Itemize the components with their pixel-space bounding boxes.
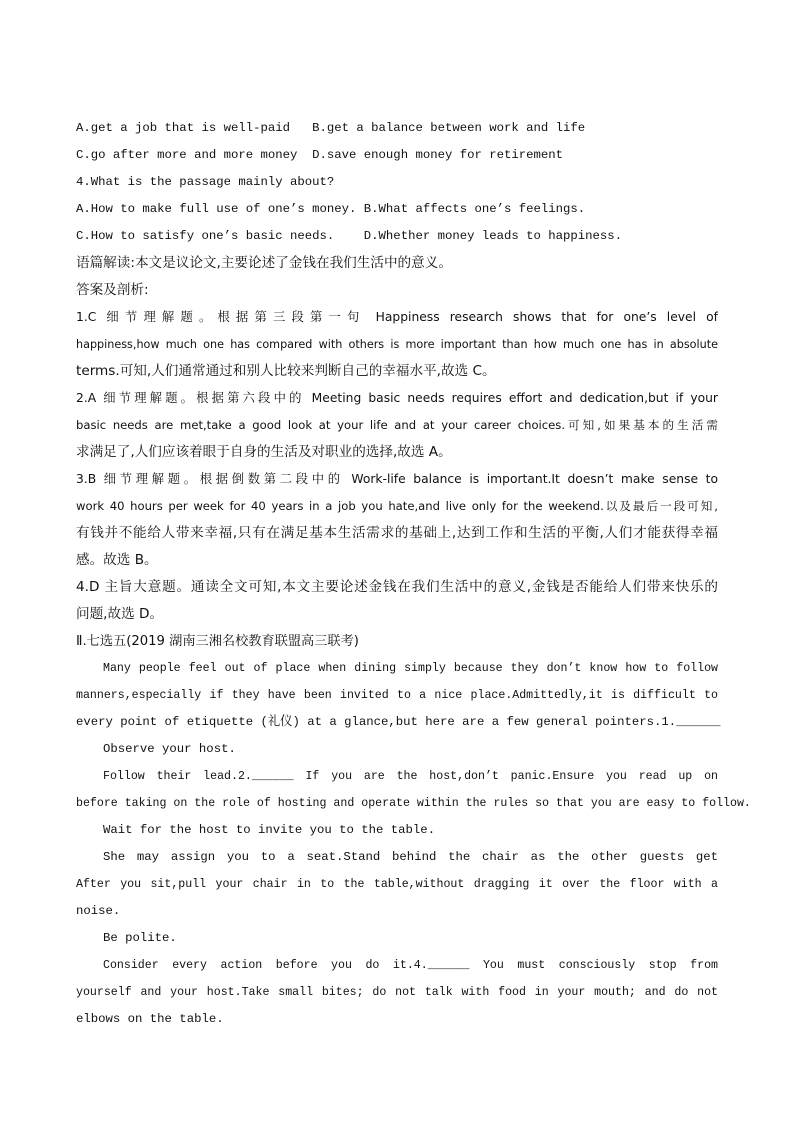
page-content — [76, 115, 751, 1033]
section-title: Ⅱ.七选五(2019 湖南三湘名校教育联盟高三联考) — [76, 634, 359, 649]
question4-options-line1: A.How to make full use of one’s money. B.What affects one’s feelings. — [76, 202, 586, 216]
answer1-line2: happiness,how much one has compared with others is more important than how much one has in absolute — [76, 338, 718, 351]
answer1-line3: terms.可知,人们通常通过和别人比较来判断自己的幸福水平,故选 C。 — [76, 363, 496, 379]
answer2-line1: 2.A 细节理解题。根据第六段中的 Meeting basic needs requires effort and dedication,but if your — [76, 391, 718, 405]
answers-heading: 答案及剖析: — [76, 282, 149, 298]
answer3-line4: 感。故选 B。 — [76, 552, 158, 568]
question4-stem: 4.What is the passage mainly about? — [76, 175, 335, 189]
passage-heading-observe: Observe your host. — [103, 742, 236, 756]
passage-heading-wait: Wait for the host to invite you to the table. — [103, 823, 436, 837]
passage-p3-line2: After you sit,pull your chair in to the table,without dragging it over the floor with a — [76, 878, 718, 891]
passage-p4-line2: yourself and your host.Take small bites; do not talk with food in your mouth; and do not — [76, 986, 718, 999]
answer1-line1: 1.C 细节理解题。根据第三段第一句 Happiness research shows that for one’s level of — [76, 310, 718, 324]
answer4-line2: 问题,故选 D。 — [76, 606, 164, 622]
answer3-line3: 有钱并不能给人带来幸福,只有在满足基本生活需求的基础上,达到工作和生活的平衡,人们才能获得幸福 — [76, 525, 718, 541]
question3-options-line1: A.get a job that is well-paid B.get a balance between work and life — [76, 121, 586, 135]
passage-p1-line1: Many people feel out of place when dining simply because they don’t know how to follow — [103, 662, 718, 675]
answer3-line2: work 40 hours per week for 40 years in a job you hate,and live only for the weekend.以及最后一段可知, — [76, 499, 718, 513]
passage-p2-line2: before taking on the role of hosting and operate within the rules so that you are easy to follow. — [76, 797, 751, 810]
passage-analysis: 语篇解读:本文是议论文,主要论述了金钱在我们生活中的意义。 — [76, 255, 452, 271]
passage-p3-line1: She may assign you to a seat.Stand behind the chair as the other guests get — [103, 850, 718, 864]
passage-heading-polite: Be polite. — [103, 931, 177, 945]
answer2-line3: 求满足了,人们应该着眼于自身的生活及对职业的选择,故选 A。 — [76, 444, 452, 460]
question4-options-line2: C.How to satisfy one’s basic needs. D.Whether money leads to happiness. — [76, 229, 623, 243]
passage-p2-line1: Follow their lead.2.______ If you are the host,don’t panic.Ensure you read up on — [103, 770, 718, 783]
passage-p4-line1: Consider every action before you do it.4.______ You must consciously stop from — [103, 959, 718, 972]
question3-options-line2: C.go after more and more money D.save enough money for retirement — [76, 148, 564, 162]
passage-p4-line3: elbows on the table. — [76, 1012, 224, 1026]
passage-p1-line3: every point of etiquette (礼仪) at a glance,but here are a few general pointers.1.______ — [76, 715, 721, 729]
answer4-line1: 4.D 主旨大意题。通读全文可知,本文主要论述金钱在我们生活中的意义,金钱是否能给人们带来快乐的 — [76, 579, 718, 595]
answer3-line1: 3.B 细节理解题。根据倒数第二段中的 Work-life balance is important.It doesn’t make sense to — [76, 472, 718, 486]
answer2-line2: basic needs are met,take a good look at your life and at your career choices.可知,如果基本的生活需 — [76, 418, 718, 432]
passage-p1-line2: manners,especially if they have been invited to a nice place.Admittedly,it is difficult to — [76, 689, 718, 702]
passage-p3-line3: noise. — [76, 904, 121, 918]
